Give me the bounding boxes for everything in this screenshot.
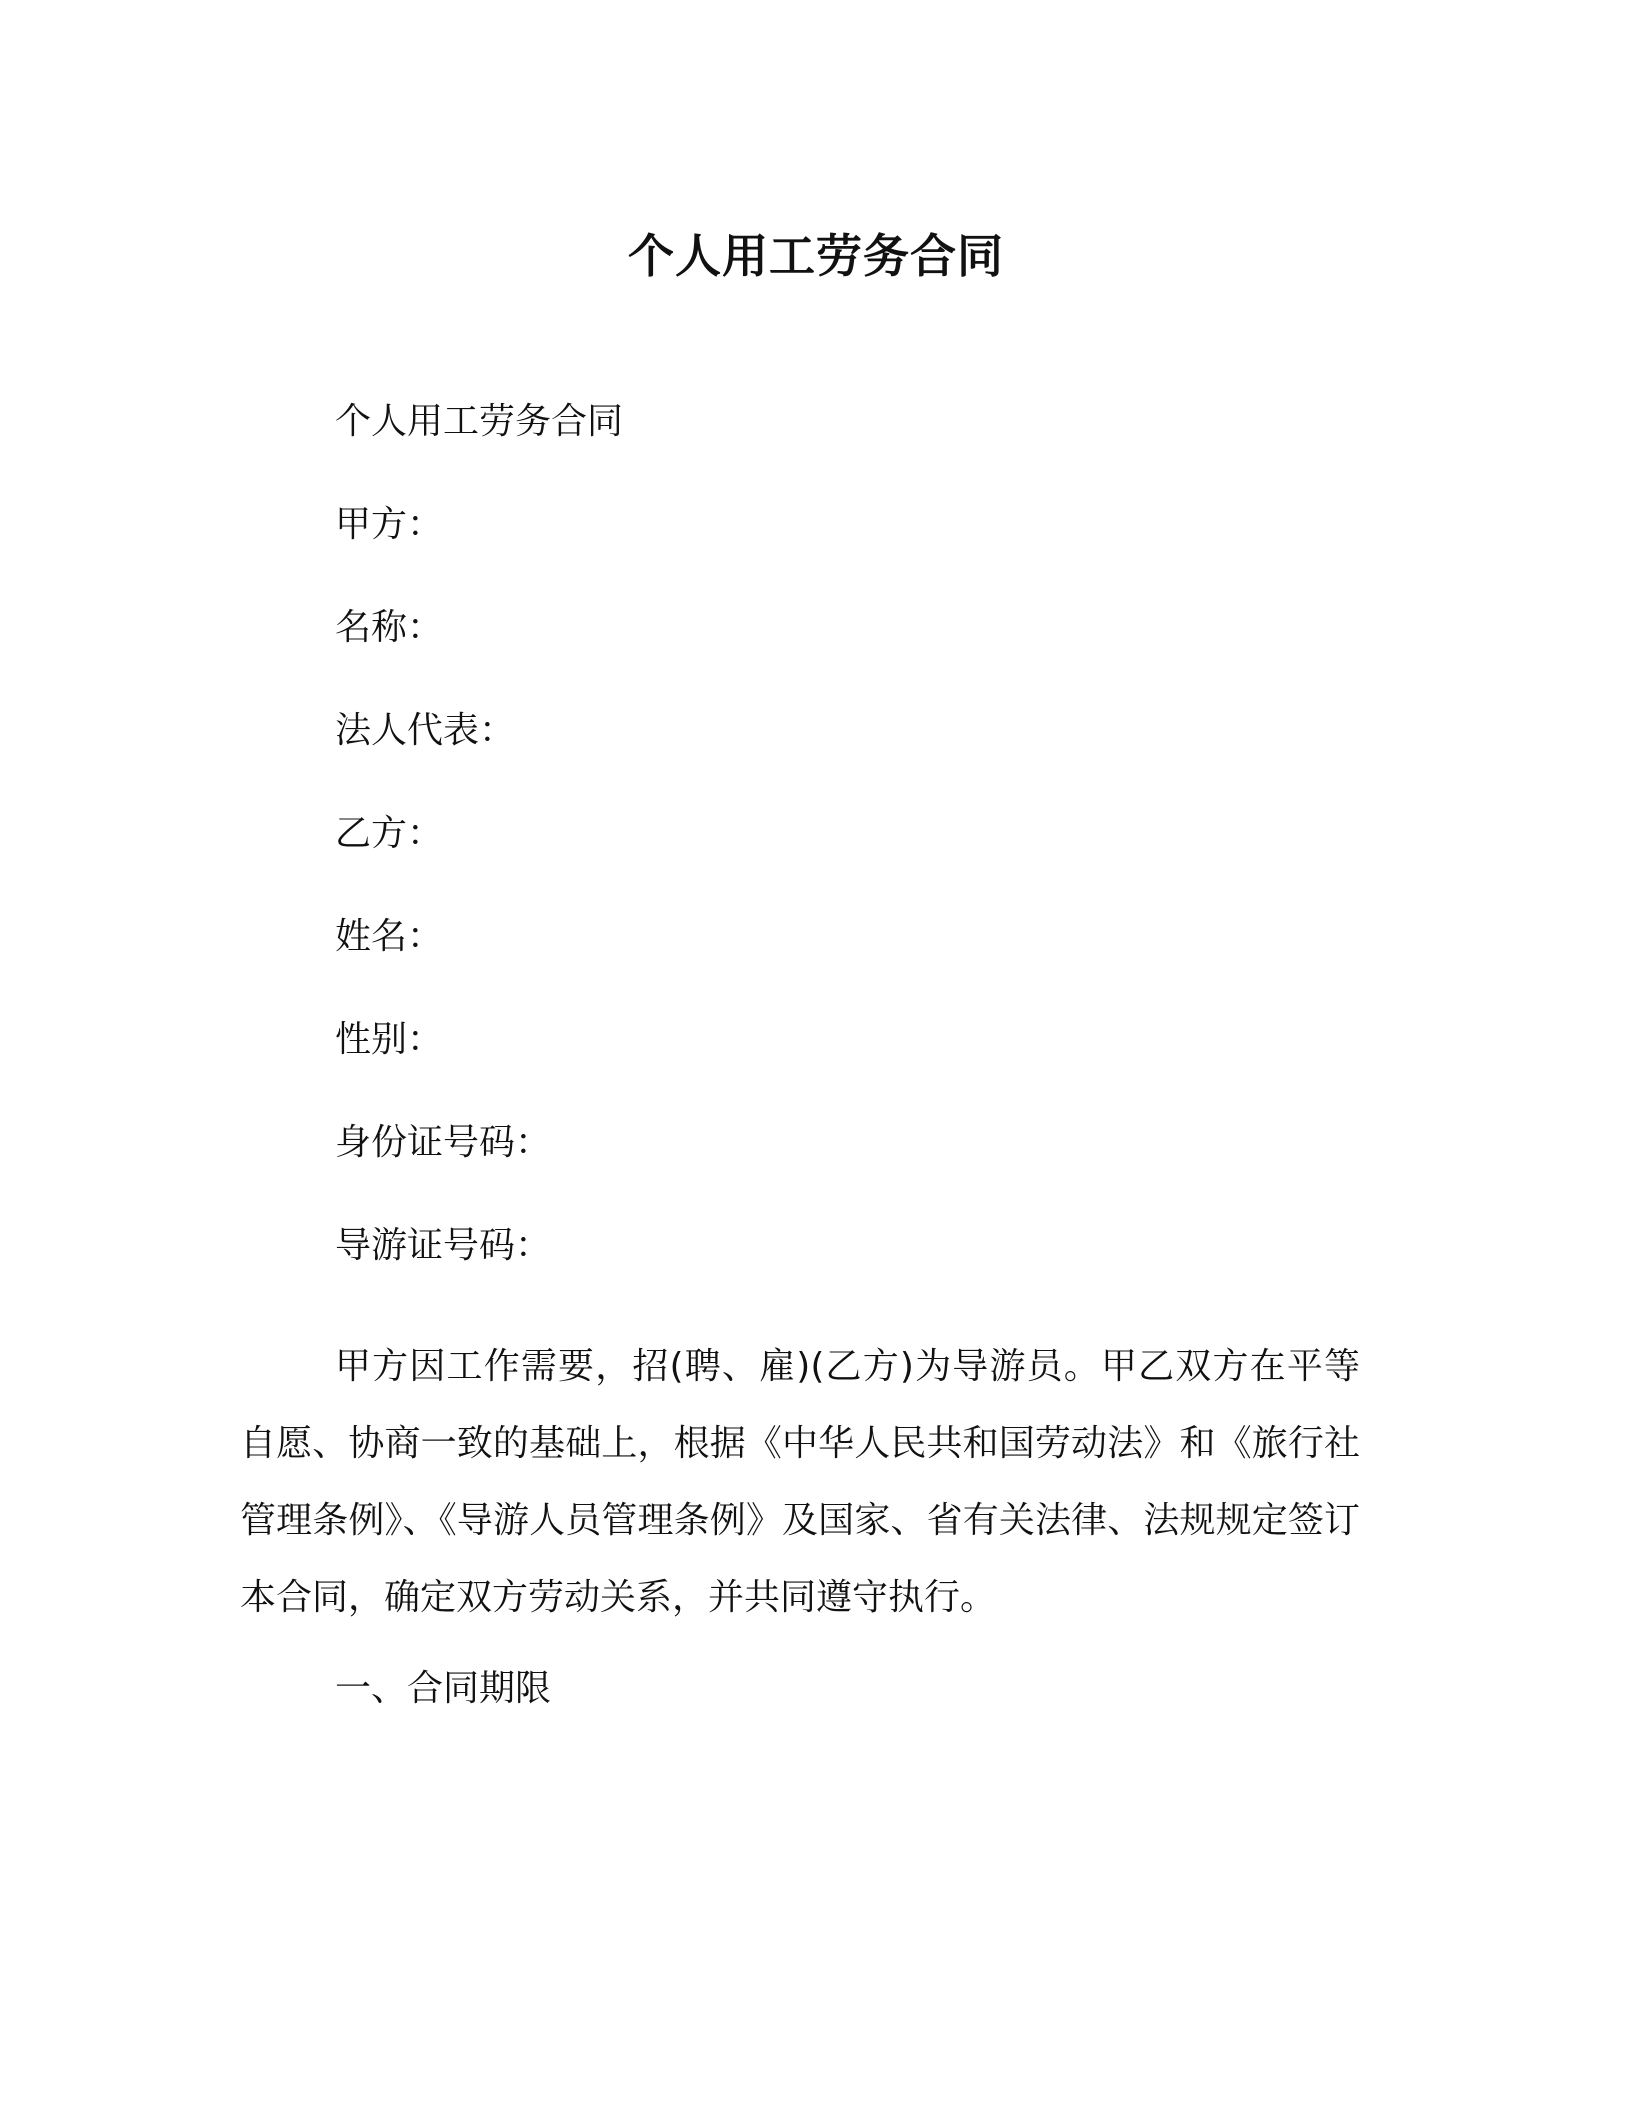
company-name-label: 名称：	[335, 607, 444, 648]
section-heading-contract-term: 一、合同期限	[335, 1668, 552, 1709]
intro-paragraph: 甲方因工作需要，招(聘、雇)(乙方)为导游员。甲乙双方在平等自愿、协商一致的基础上，根据《中华人民共和国劳动法》和《旅行社管理条例》、《导游人员管理条例》及国家、省有关法律、法规规定签订本合同，确定双方劳动关系，并共同遵守执行。	[240, 1346, 1360, 1618]
party-b-label: 乙方：	[335, 813, 444, 854]
legal-representative-label: 法人代表：	[335, 710, 516, 751]
document-title: 个人用工劳务合同	[628, 229, 1004, 283]
contract-subtitle: 个人用工劳务合同	[335, 401, 624, 442]
party-a-label: 甲方：	[335, 504, 444, 545]
person-name-label: 姓名：	[335, 916, 444, 957]
guide-certificate-label: 导游证号码：	[335, 1225, 552, 1266]
id-number-label: 身份证号码：	[335, 1122, 552, 1163]
gender-label: 性别：	[335, 1019, 444, 1060]
